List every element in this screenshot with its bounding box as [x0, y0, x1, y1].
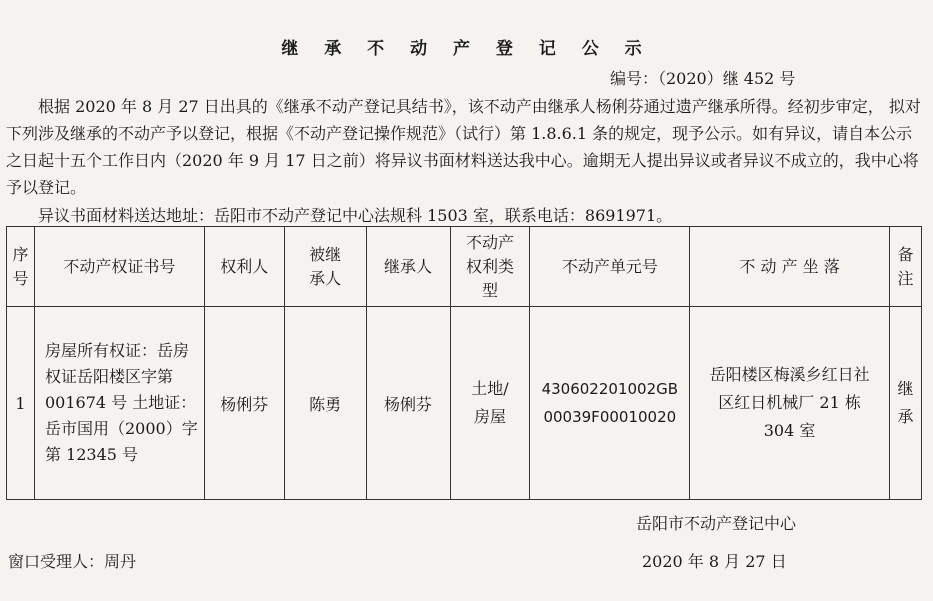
page-title: 继 承 不 动 产 登 记 公 示 — [281, 39, 652, 59]
table-header-row — [7, 227, 922, 307]
cell-seq: 1 — [7, 307, 35, 500]
cell-decedent: 陈勇 — [284, 307, 366, 500]
header-seq: 序号 — [7, 227, 35, 307]
header-location: 不 动 产 坐 落 — [690, 227, 890, 307]
header-decedent: 被继承人 — [284, 227, 366, 307]
notice-body-text: 根据 2020 年 8 月 27 日出具的《继承不动产登记具结书》，该不动产由继承人杨俐芬通过遗产继承所得。经初步审定， 拟对下列涉及继承的不动产予以登记，根据《不动产登记操作规范》（试行）第 1.8.6.1 条的规定，现予公示。如有异议，请自本公示之日起十五个工作日内（2020 年 9 月 17 日之前）将异议书面材料送达我中心。逾期无人提出异议或者异议不成立的，我中心将予以登记。 — [6, 97, 921, 197]
header-right-type: 不动产权利类型 — [450, 227, 530, 307]
objection-address: 异议书面材料送达地址：岳阳市不动产登记中心法规科 1503 室，联系电话：8691971。 — [38, 206, 673, 225]
property-table — [6, 226, 922, 500]
notice-body — [6, 93, 924, 201]
cell-owner: 杨俐芬 — [204, 307, 284, 500]
header-heir: 继承人 — [366, 227, 450, 307]
window-receiver: 窗口受理人：周丹 — [8, 552, 137, 571]
header-remark: 备注 — [889, 227, 921, 307]
cell-unit-no: 430602201002GB00039F00010020 — [530, 307, 690, 500]
cell-heir: 杨俐芬 — [366, 307, 450, 500]
cell-cert-no: 房屋所有权证：岳房权证岳阳楼区字第 001674 号 土地证：岳市国用（2000）字第 12345 号 — [34, 307, 204, 500]
cell-location: 岳阳楼区梅溪乡红日社区红日机械厂 21 栋 304 室 — [690, 307, 890, 500]
cell-remark: 继承 — [889, 307, 921, 500]
header-unit-no: 不动产单元号 — [530, 227, 690, 307]
document-number: 编号：（2020）继 452 号 — [610, 69, 796, 88]
header-owner: 权利人 — [204, 227, 284, 307]
issue-date: 2020 年 8 月 27 日 — [642, 552, 787, 571]
header-cert-no: 不动产权证书号 — [34, 227, 204, 307]
issuing-organization: 岳阳市不动产登记中心 — [636, 514, 797, 533]
table-row — [7, 307, 922, 500]
cell-right-type: 土地/房屋 — [450, 307, 530, 500]
